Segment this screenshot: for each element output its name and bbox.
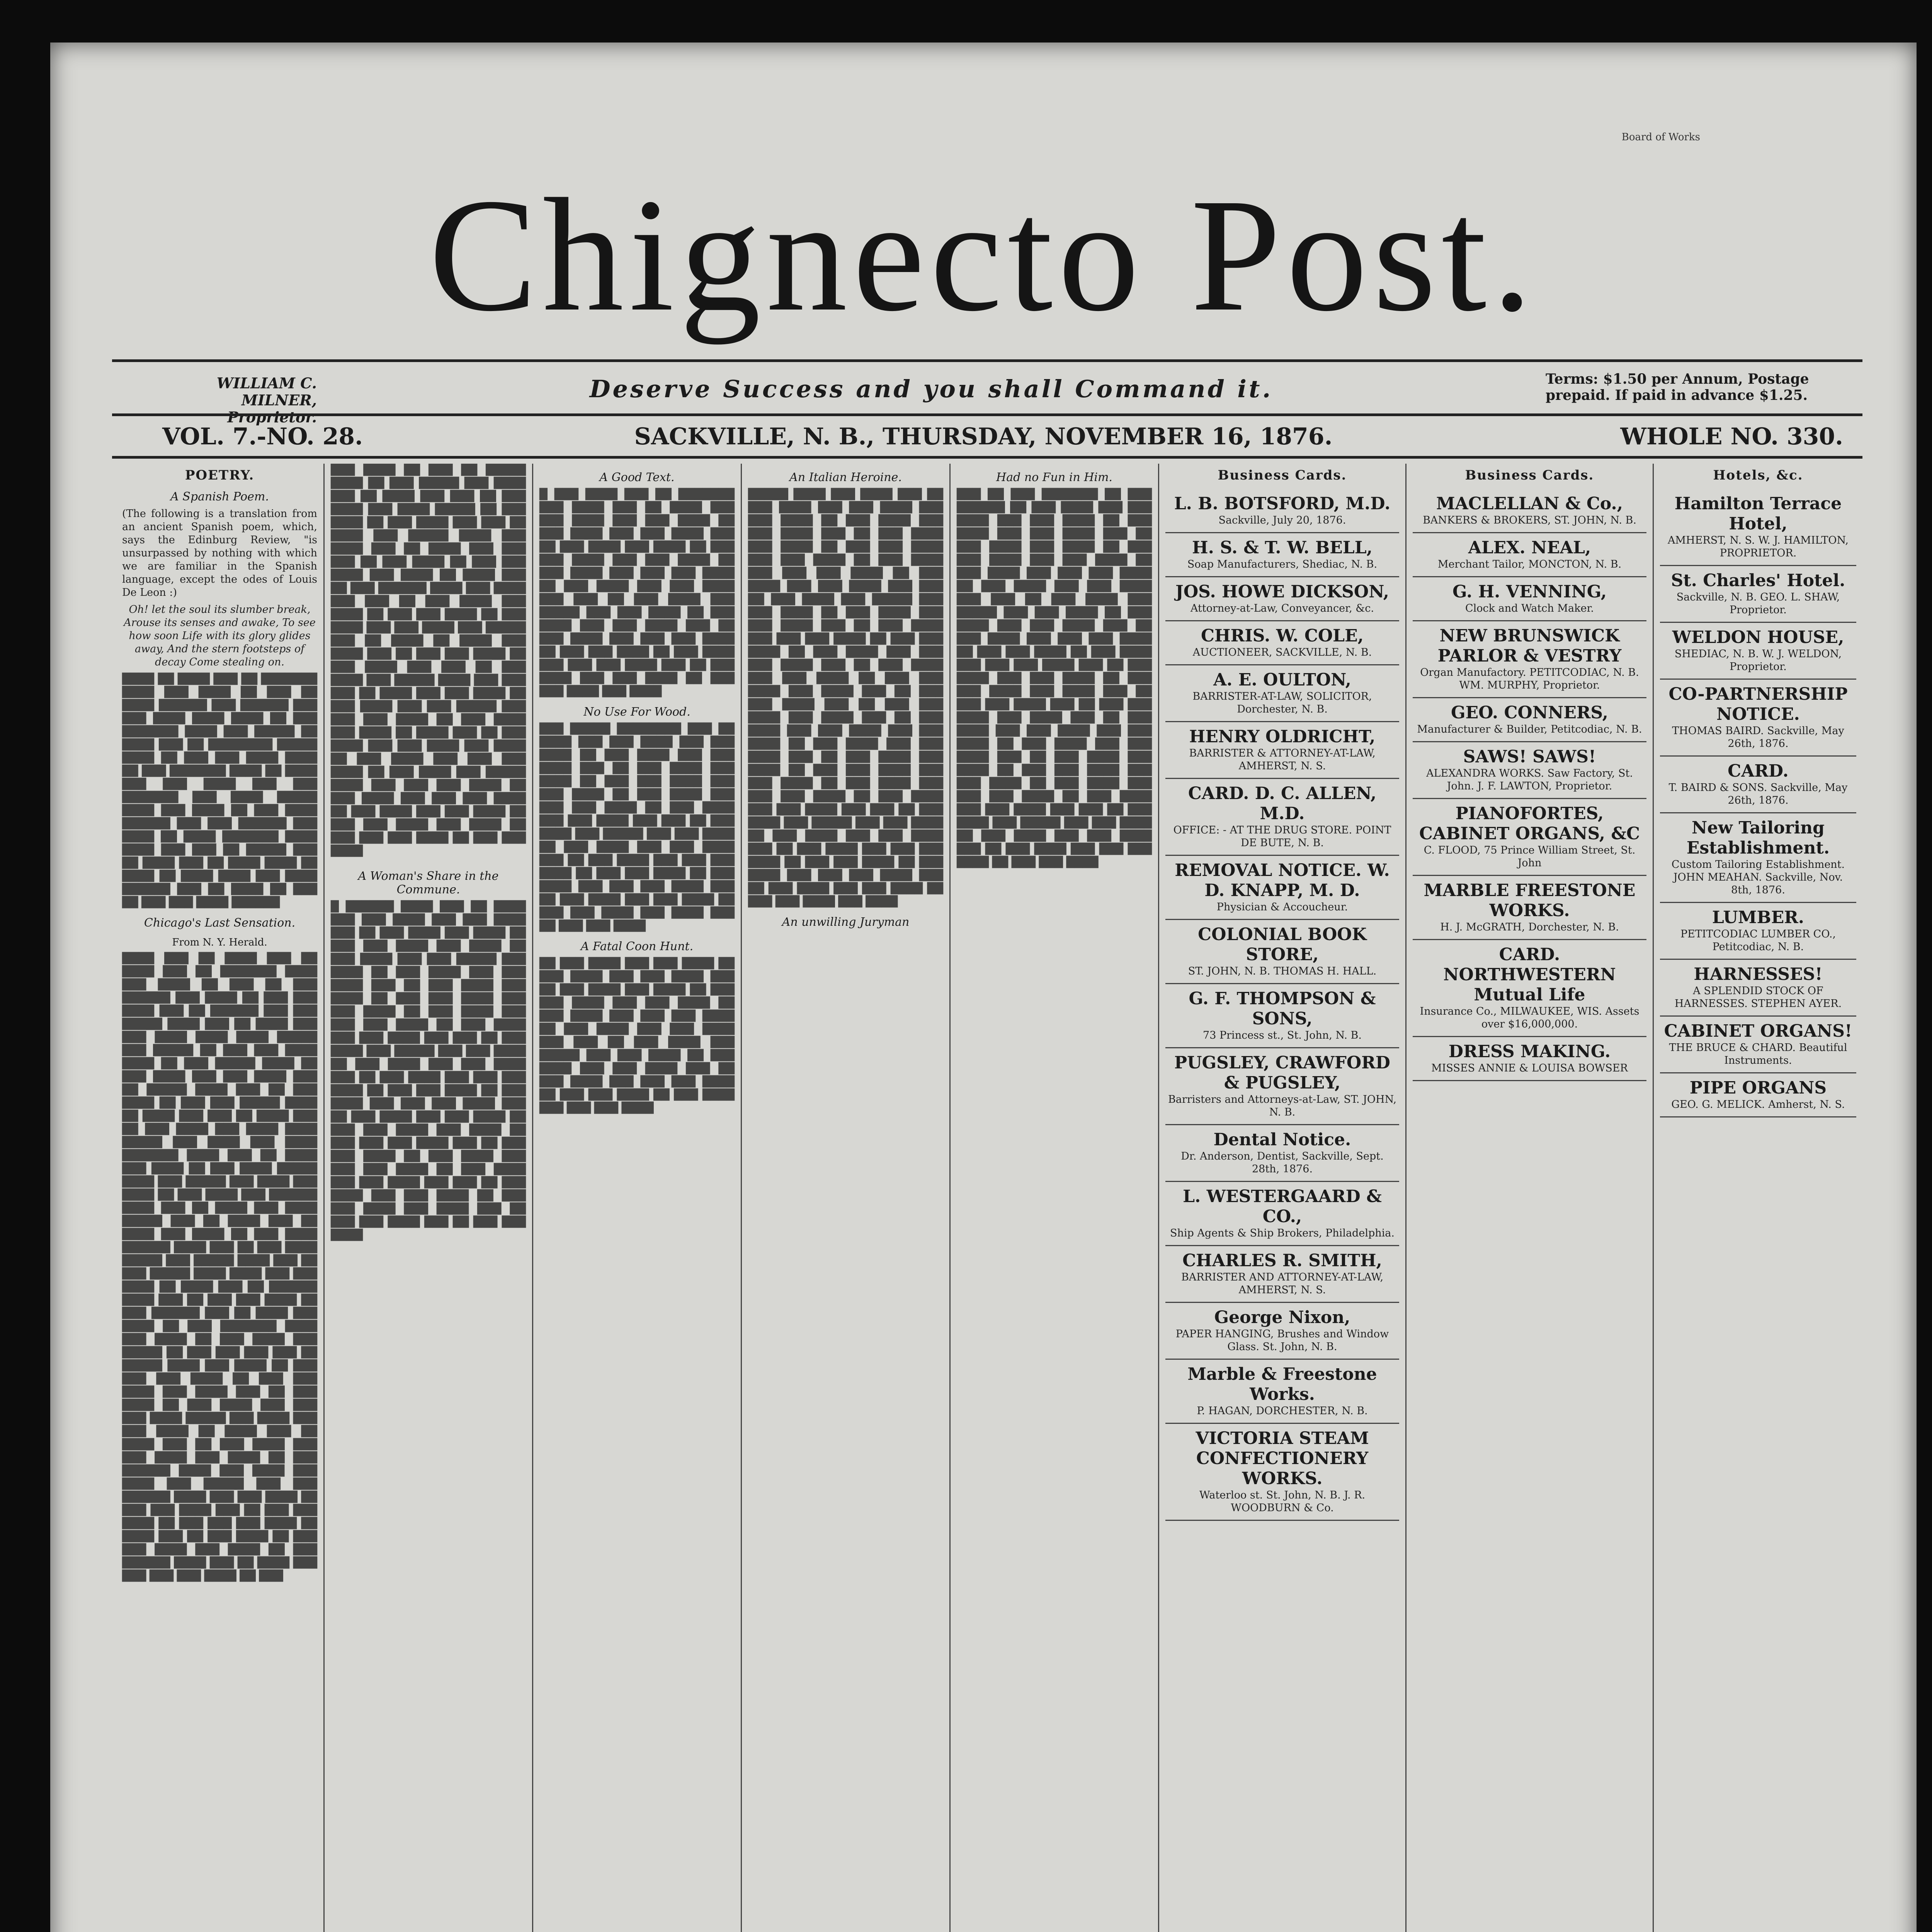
advertisement-title: DRESS MAKING.	[1448, 1042, 1611, 1061]
advertisement-text: Waterloo st. St. John, N. B. J. R. WOODBURN & Co.	[1199, 1489, 1366, 1514]
advertisement-title: ALEX. NEAL,	[1468, 538, 1591, 558]
advertisement-title: JOS. HOWE DICKSON,	[1175, 582, 1389, 602]
advertisement	[1413, 742, 1646, 799]
advertisement-title: VICTORIA STEAM CONFECTIONERY WORKS.	[1196, 1429, 1369, 1488]
advertisement-text: P. HAGAN, DORCHESTER, N. B.	[1197, 1405, 1368, 1417]
advertisement	[1165, 779, 1399, 856]
volume-number: VOL. 7.-NO. 28.	[162, 423, 363, 450]
poem-intro: (The following is a translation from an ancient Spanish poem, which, says the Edinburg Review, "is unsurpassed by nothing with which we are familiar in the Spanish language, except the odes of Louis De Leon :)	[122, 508, 317, 599]
advertisement	[1165, 1360, 1399, 1424]
advertisement	[1165, 665, 1399, 722]
advertisement-text: Dr. Anderson, Dentist, Sackville, Sept. 28th, 1876.	[1181, 1150, 1384, 1175]
advertisement-title: New Tailoring Establishment.	[1686, 818, 1830, 858]
advertisement-title: G. H. VENNING,	[1452, 582, 1607, 602]
article-title: No Use For Wood.	[583, 705, 690, 719]
advertisement-title: WELDON HOUSE,	[1672, 628, 1844, 647]
advertisement-text: 73 Princess st., St. John, N. B.	[1203, 1029, 1362, 1041]
advertisement-title: LUMBER.	[1712, 908, 1804, 927]
advertisement	[1165, 1303, 1399, 1360]
advertisement-title: CHARLES R. SMITH,	[1182, 1251, 1382, 1270]
advertisement-title: MARBLE FREESTONE WORKS.	[1423, 881, 1636, 920]
article-title: A Spanish Poem.	[170, 490, 269, 503]
advertisement	[1660, 489, 1856, 566]
dateline: SACKVILLE, N. B., THURSDAY, NOVEMBER 16, 1876.	[634, 423, 1333, 450]
advertisement	[1165, 1424, 1399, 1521]
advertisement-text: AUCTIONEER, SACKVILLE, N. B.	[1192, 646, 1372, 658]
advertisement-title: L. B. BOTSFORD, M.D.	[1174, 494, 1391, 514]
advertisement-text: OFFICE: - AT THE DRUG STORE. POINT DE BUTE, N. B.	[1173, 824, 1391, 849]
article-body-text: ██ ███ ████ ███ ███ ████ ██ ███ ████ ███ ███ ████ ███ ██ ███ ████ ███ ████ ██ ███ ███ ████ ███ ███ ████ ██ ███ ████ ███ ███ ███ ████ ██ ███ ████ ███ ███ ████ ███ ███ ██ ███ ████ ███ █████ ███ ███ ████ ██ ███ ████ ███ ███ ████ ███ ██ ███ ████ ███ ███ ███ ████ ██ ███ ███ ████ ██ ███ ████ ███ ███ ███ ████	[539, 957, 735, 1114]
board-of-works-stamp: Board of Works	[1621, 131, 1700, 143]
article-body-text: ████ ███ ██ ████ ███ ██ ████ ███ ██ ███████ ████ ███ ████ ██ ███ ██ ███ ██████ ███ ████ ██ ███ ███ ████ ███ ██ ██████ ███ ███ █████ ████ ███ ██ ████ ███ ███ ████ ████ ████ █████ ███ █████ ██ ███ ███ ████ ████ ██ ███ █████ ████ ██ ███ ████ ███ ███ ████ ███ ██ █████ ████ ███ ██ ███ ████ ██ ███ ███ █████ ████ ██ ████ ███ ███ ██ ████ ███ ██ ███ ████ ███ ████ ████ █████ ███ ████ ███ ████ ███████ ████ ███ ██ ████ ███ ████ ██ ███ ████ █████ ████ ███ █████ ███ ████ ███ ████ ██ ███ ████ ███ ██████ ████ ███ ██ ████ ███ ████ █████ ███ ██ ████ ███ ██ ████ ███ ████ ██ ███ ████ ██████ ████ ███ ██ ███ ████ █████ ███ █████ ████ ███ ██ ███ █████ ████ ████ ███ ███ ████ ██ ████ ███ ██ ██████ ████ ███ ██ ███ ███ ████ ██ ███ ██████ ███ ██ ████ ███ ████ ██ ███ ███████ ████ ███ ████ ██ ███ ████ ███ █████ ██ ███ ███ ███ ███ ██ █████ ████ ███ ████ ██ ███ ███ ███ ████ ██ ███ ███ ████ ███ ████ ███ ██ ███ ████ ██ ███ ████ ███ ███ ███ ████ █████ ███ ████ ███ ███ ████ ██ ████ ███ ██ ████ ███ ██ ███ ████ ███ ███ ████ ███ ████ ██ ███ ██████ ████ ███ ████ ███ ████ ███ █████ ███ ███ ██████ ████ ███ ███ ████ ██ ███ ███ ████ ███ ██ ███ ███ ████ ██ ███ ███ ███ ████ ██ ████ ███ ██ ███ ████ ██ ███ ███ ████ ███ ████ ██ ███ ██████ ████ ███ ██ ████ ███ ███ ███ ███ ████ ██ ███	[122, 952, 317, 1582]
advertisement	[1165, 1125, 1399, 1182]
newspaper-page	[50, 43, 1917, 1932]
advertisement-text: Attorney-at-Law, Conveyancer, &c.	[1190, 602, 1374, 614]
poem-lines: Oh! let the soul its slumber break, Arouse its senses and awake, To see how soon Life with its glory glides away, And the stern footsteps of decay Come stealing on.	[124, 604, 316, 668]
advertisement-text: BARRISTER-AT-LAW, SOLICITOR, Dorchester, N. B.	[1192, 690, 1372, 715]
advertisement	[1413, 621, 1646, 698]
advertisement-text: Ship Agents & Ship Brokers, Philadelphia.	[1170, 1227, 1395, 1239]
advertisement-text: Barristers and Attorneys-at-Law, ST. JOHN, N. B.	[1168, 1094, 1397, 1118]
advertisement	[1660, 623, 1856, 680]
article-title: An Italian Heroine.	[789, 471, 902, 484]
advertisement-title: HENRY OLDRICHT,	[1189, 727, 1376, 747]
advertisement-text: H. J. McGRATH, Dorchester, N. B.	[1440, 921, 1619, 933]
advertisement-text: THE BRUCE & CHARD. Beautiful Instruments.	[1669, 1042, 1847, 1066]
advertisement-text: Merchant Tailor, MONCTON, N. B.	[1437, 558, 1622, 570]
section-heading: Hotels, &c.	[1713, 468, 1803, 483]
advertisement-text: Insurance Co., MILWAUKEE, WIS. Assets over $16,000,000.	[1420, 1005, 1639, 1030]
header-rule-bottom	[112, 456, 1862, 459]
advertisement-title: HARNESSES!	[1694, 964, 1823, 984]
advertisement-text: GEO. G. MELICK. Amherst, N. S.	[1671, 1099, 1845, 1111]
article-body-text: ███ ██ ███ ███████ ██ ███ ██████ ██ ███ ████ ███ ███ ████ ███ ███ ████ ██ ███ ████ ███ ███ ████ ███ ██ ███ ████ ███ ████ ██ ███ ███ ████ ███ ███ ████ ██ ███ ████ ███ ███ ███ ████ ██ ███ ████ ███ ███ ████ ███ ███ ██ ███ ████ ███ █████ ███ ███ ████ ██ ███ ████ ███ ███ ████ ███ ██ ███ ████ ███ ███ ███ ████ ██ ███ ███ ████ ██ ███ ████ ███ ███ ███ ████ ███ ██ ███ ████ ███ ███ ████ ██ ███ ███ ████ ███ ████ ███ ██ ███ ███ ████ ███ ██ ███ ███ ████ ███ ████ ███ ██ ███ ████ ███ ███ ████ ███ ███ ████ ██ ███ ████ ███ ███ ████ ███ ██ ███ ████ ███ ████ ██ ███ ███ ████ ███ ███ ████ ██ ███ ████ ███ ███ ███ ████ ██ ███ ████ ███ ███ ████ ███ ███ ██ ███ ████ ███ █████ ███ ███ ████ ██ ███ ████ ███ ███ ████ ███ ██ ███ ████ ███ ███ ███ ████ ██ ███ ███ ████	[957, 488, 1152, 868]
advertisement-text: Custom Tailoring Establishment. JOHN MEAHAN. Sackville, Nov. 8th, 1876.	[1671, 859, 1845, 896]
article-body-text: █ ███ ████ ███ ██ ███████ ███ ████ ███ ██ ████ ███ ███ ████ ███ ███ ████ ██ ███ ████ ███ ███ ████ ███ ██ ███ ████ ███ ████ ██ ███ ███ ████ ███ ███ ████ ██ ███ ████ ███ ███ ███ ████ ██ ███ ████ ███ ███ ████ ███ ███ ██ ███ ████ ███ █████ ███ ███ ████ ██ ███ ████ ███ ███ ████ ███ ██ ███ ████ ███ ███ ███ ████ ██ ███ ███ ████ ██ ███ ████ ███ ███ ███ ████ ███ ██ ███ ████ ███ ███ ████ ██ ███ ███ ████ ███ ████	[539, 488, 735, 697]
article-body-text: █████ ████ ███ ████ ███ ██ ███ ████ ███ ███ ████ ███ ███ ████ ██ ███ ████ ███ ███ ████ ███ ██ ███ ████ ███ ████ ██ ███ ███ ████ ███ ███ ████ ██ ███ ████ ███ ███ ███ ████ ██ ███ ████ ███ ███ ████ ███ ███ ██ ███ ████ ███ █████ ███ ███ ████ ██ ███ ████ ███ ███ ████ ███ ██ ███ ████ ███ ███ ███ ████ ██ ███ ███ ████ ██ ███ ████ ███ ███ ███ ████ ███ ██ ███ ████ ███ ███ ████ ██ ███ ███ ████ ███ ████ ███ ██ ███ ███ ████ ███ ██ ███ ███ ████ ███ ████ ███ ██ ███ ████ ███ ███ ████ ███ ███ ████ ██ ███ ████ ███ ███ ████ ███ ██ ███ ████ ███ ████ ██ ███ ███ ████ ███ ███ ████ ██ ███ ████ ███ ███ ███ ████ ██ ███ ████ ███ ███ ████ ███ ███ ██ ███ ████ ███ █████ ███ ███ ████ ██ ███ ████ ███ ███ ████ ███ ██ ███ ████ ███ ███ ███ ████ ██ ███ ███ ████ ██ ███ ████ ███ ███ ███ ████ ███ ██ ███ ████ ███ ███ ████ ██ ███ ███ ████ ███ ████	[748, 488, 943, 908]
advertisement-title: St. Charles' Hotel.	[1671, 571, 1845, 590]
advertisement-title: H. S. & T. W. BELL,	[1192, 538, 1372, 558]
advertisement	[1413, 533, 1646, 577]
advertisement-text: Soap Manufacturers, Shediac, N. B.	[1187, 558, 1378, 570]
advertisement-list	[1660, 489, 1856, 1117]
advertisement-text: AMHERST, N. S. W. J. HAMILTON, PROPRIETOR.	[1668, 534, 1849, 559]
advertisement-title: Dental Notice.	[1213, 1130, 1351, 1150]
advertisement	[1165, 722, 1399, 779]
section-heading: Business Cards.	[1465, 468, 1594, 483]
advertisement	[1660, 813, 1856, 903]
advertisement-title: MACLELLAN & Co.,	[1436, 494, 1623, 514]
column-3	[533, 464, 742, 1932]
advertisement-title: PIANOFORTES, CABINET ORGANS, &C	[1419, 804, 1640, 844]
advertisement-text: PAPER HANGING, Brushes and Window Glass. St. John, N. B.	[1175, 1328, 1389, 1353]
advertisement	[1413, 577, 1646, 621]
article-title: A Woman's Share in the Commune.	[358, 869, 499, 896]
advertisement	[1165, 621, 1399, 665]
article-title: A Fatal Coon Hunt.	[580, 940, 694, 953]
advertisement	[1165, 533, 1399, 577]
advertisement	[1660, 903, 1856, 960]
section-heading: Business Cards.	[1218, 468, 1347, 483]
section-heading: POETRY.	[185, 468, 255, 483]
column-business-cards-2	[1406, 464, 1654, 1932]
advertisement-title: COLONIAL BOOK STORE,	[1198, 925, 1367, 964]
column-5	[951, 464, 1159, 1932]
column-2	[325, 464, 533, 1932]
motto: Deserve Success and you shall Command it.	[589, 375, 1273, 403]
advertisement-text: BANKERS & BROKERS, ST. JOHN, N. B.	[1423, 514, 1636, 526]
advertisement-text: MISSES ANNIE & LOUISA BOWSER	[1431, 1062, 1628, 1074]
advertisement-title: NEW BRUNSWICK PARLOR & VESTRY	[1437, 626, 1622, 666]
advertisement-text: Sackville, N. B. GEO. L. SHAW, Proprietor.	[1676, 591, 1840, 616]
advertisement-title: SAWS! SAWS!	[1463, 747, 1596, 767]
advertisement-title: CO-PARTNERSHIP NOTICE.	[1668, 684, 1848, 724]
advertisement-title: CARD.	[1728, 761, 1789, 781]
advertisement-text: PETITCODIAC LUMBER CO., Petitcodiac, N. B.	[1680, 928, 1836, 953]
advertisement-text: Manufacturer & Builder, Petitcodiac, N. B.	[1417, 723, 1642, 735]
advertisement	[1165, 1048, 1399, 1125]
advertisement	[1165, 856, 1399, 920]
advertisement-text: Organ Manufactory. PETITCODIAC, N. B. WM. MURPHY, Proprietor.	[1420, 667, 1639, 691]
advertisement	[1413, 698, 1646, 742]
advertisement	[1165, 577, 1399, 621]
advertisement	[1413, 876, 1646, 940]
advertisement-text: ST. JOHN, N. B. THOMAS H. HALL.	[1188, 965, 1377, 977]
advertisement	[1660, 1073, 1856, 1117]
advertisement-title: REMOVAL NOTICE. W. D. KNAPP, M. D.	[1175, 861, 1390, 900]
advertisement	[1660, 1017, 1856, 1073]
advertisement	[1165, 1246, 1399, 1303]
article-source: From N. Y. Herald.	[172, 937, 267, 948]
article-body-text: ███ ████ ██ ███ ██ █████ ████ ██ ███ █████ ███ ████ ███ ██ ████ ███ ███ ██ ███ ████ ███ ████ █████ ██ ███ ████ ██ ███ ████ ███ ███ ██ ████ ███ █████ ████ ███ ████ ███ ██ ████ ███ ███ ███ ██ ███ ████ ██ ███ ███ ████ ███ ████ ██ ████ ███ ██ ███ ██████ ████ ███ ████ ███ ███ ██ ███ ████ ███ ████ ██ ███ ███ ████ ██ ███ ████ ███ ███ ████ ███ █████ ███ ██ ████ ██ ████ ███ ████ ███ ██ ███ ███ ████ ██ ███ ████ ███ ███ ██ ███ ████ ███ █████ ████ ███ ███ ███ ██ ████ ███ ███ ████ ██ ███ ████ ███ ███ █████ ███ ███ ███ ████ ██ ███ ████ ███ ████ ██ ████ ███ ██ ███ ████ ███ ███ ████ ███ ████ ██ ███ ████ ███ ███ ███ ████ ██ ███ ████ ███ █████ ████ ███ ███ ███ ████ ██ ███ ████ ███ ███ ███ ████ ██ ███ ████ ███ ███ ████ ██ ███ ███ ████ ███ ████ ██ ███ ███ ███ ████ ██ ███ ███ ████	[331, 464, 526, 857]
column-hotels	[1654, 464, 1862, 1932]
advertisement	[1660, 566, 1856, 623]
advertisement-title: CHRIS. W. COLE,	[1201, 626, 1364, 646]
advertisement-text: T. BAIRD & SONS. Sackville, May 26th, 1876.	[1668, 782, 1848, 806]
advertisement-title: PUGSLEY, CRAWFORD & PUGSLEY,	[1174, 1053, 1390, 1093]
advertisement	[1413, 799, 1646, 876]
advertisement-title: George Nixon,	[1214, 1308, 1350, 1327]
advertisement-text: Physician & Accoucheur.	[1216, 901, 1348, 913]
article-title: A Good Text.	[599, 471, 675, 484]
advertisement	[1413, 940, 1646, 1037]
advertisement-title: Hamilton Terrace Hotel,	[1674, 494, 1842, 534]
article-body-text: █ ██████ ████ ███ ██ ████ ███ ███ ████ ███ ███ ████ ███ ██ ███ ████ ███ ████ ██ ███ ███ ████ ███ ████ ██ ███ ████ ███ ███ █████ ███ ████ ██ ███ ████ ███ ███ ████ ███ ██ ███ ████ ███ ████ ██ ███ ███ ████ ███ ███ ████ ██ ███ ████ ███ ███ ███ ████ ██ ███ ████ ███ ███ ████ ███ ███ ██ ███ ████ ███ █████ ███ ███ ████ ██ ███ ████ ███ ███ ████ ███ ██ ███ ████ ███ ███ ███ ████ ██ ███ ███ ████ ██ ███ ████ ███ ███ ███ ████ ███ ██ ███ ████ ███ ███ ████ ██ ███ ███ ████ ███ ████ ██ ███ ███ ███ ████ ███ ██ ███ ███ ████ ██ ███ ████ ███ ███ ███ ████ ██ ███ ████ ███ ███ ████ ███ ███ ██ ███ ████ ███ ███ ████ ██ ███ ███ ████ ███ ████ ███ ██ ███ ███ ████ ███ ██ ███ ███ ████	[331, 901, 526, 1241]
column-poetry	[116, 464, 325, 1932]
column-business-cards	[1159, 464, 1406, 1932]
advertisement-text: BARRISTER & ATTORNEY-AT-LAW, AMHERST, N. S.	[1189, 747, 1376, 772]
article-title: Chicago's Last Sensation.	[144, 916, 296, 930]
header-rule-top	[112, 359, 1862, 362]
advertisement-title: GEO. CONNERS,	[1451, 703, 1608, 723]
advertisement	[1660, 960, 1856, 1017]
column-4	[742, 464, 951, 1932]
advertisement-text: BARRISTER AND ATTORNEY-AT-LAW, AMHERST, N. S.	[1181, 1271, 1384, 1296]
advertisement	[1165, 984, 1399, 1048]
advertisement	[1413, 489, 1646, 533]
advertisement-title: CABINET ORGANS!	[1664, 1021, 1852, 1041]
advertisement-text: Sackville, July 20, 1876.	[1218, 514, 1346, 526]
advertisement-title: A. E. OULTON,	[1213, 670, 1351, 690]
article-body-text: ████ ██ ████ ███ ██ ███████ ████ ███ ████ ██ ███ ██ ████ ██████ ███ ██████ ███ ███ ████ ████ ████ ██ ███ ███████ ████ ███ █████ ██ ████ ███ ██ ████████ █████ ████ ██ ███ ███ ████ ████ ██ ███ ███████ ████ ██ ████ ███ ███ ████ ███ ███ ███████ ███ ████ █████ ████ ███ ████ ██ ███ ████ ██████ ███ ███ ██████ ███ ████ ██ ████ ███████ ████ ████ ███ ███ ██ █████ ███ ██ ████ ███ ██ ████ ████ ██ ████ ██ ████ ████ ███ ████ ██████ ███ ██ ████ ██ ███ ██ ███ ███ ████ ██████	[122, 673, 317, 908]
advertisement-list	[1165, 489, 1399, 1521]
subscription-terms: Terms: $1.50 per Annum, Postage prepaid. If paid in advance $1.25.	[1546, 371, 1809, 403]
publisher-name: WILLIAM C. MILNER, Proprietor.	[216, 374, 317, 426]
advertisement-text: Clock and Watch Maker.	[1465, 602, 1594, 614]
masthead-title: Chignecto Post.	[429, 165, 1538, 345]
advertisement	[1165, 920, 1399, 984]
whole-number: WHOLE NO. 330.	[1620, 423, 1843, 450]
advertisement-title: G. F. THOMPSON & SONS,	[1189, 989, 1376, 1029]
advertisement-title: CARD. NORTHWESTERN Mutual Life	[1443, 945, 1616, 1005]
advertisement-text: A SPLENDID STOCK OF HARNESSES. STEPHEN AYER.	[1674, 985, 1842, 1010]
article-title: Had no Fun in Him.	[996, 471, 1112, 484]
advertisement-list	[1413, 489, 1646, 1081]
advertisement-title: CARD. D. C. ALLEN, M.D.	[1188, 784, 1377, 823]
advertisement-title: PIPE ORGANS	[1689, 1078, 1827, 1098]
advertisement	[1165, 1182, 1399, 1246]
article-subhead: An unwilling Juryman	[782, 915, 910, 929]
article-body-text: ███ █████ ████████ ███ ██ ████ ███ ███ ████ ███ ███ ████ ██ ███ ████ ███ ███ ████ ███ ██ ███ ████ ███ ████ ██ ███ ███ ████ ███ ███ ████ ██ ███ ████ ███ ███ ███ ████ ██ ███ ████ ███ ███ ████ ███ ███ ██ ███ ████ ███ █████ ███ ███ ████ ██ ███ ████ ███ ███ ████ ███ ██ ███ ████ ███ ███ ███ ████ ██ ███ ███ ████ ██ ███ ████ ███ ███ ███ ████ ███ ██ ███ ████ ███ ███ ████ ██ ███ ███ ████ ███ ████ ███ ██ ███ ███ ████	[539, 723, 735, 932]
advertisement-text: C. FLOOD, 75 Prince William Street, St. John	[1423, 844, 1636, 869]
advertisement-text: THOMAS BAIRD. Sackville, May 26th, 1876.	[1672, 725, 1844, 750]
advertisement	[1660, 680, 1856, 757]
advertisement-title: L. WESTERGAARD & CO.,	[1183, 1187, 1382, 1226]
header-rule-mid	[112, 413, 1862, 416]
advertisement	[1165, 489, 1399, 533]
advertisement	[1660, 757, 1856, 813]
advertisement-text: ALEXANDRA WORKS. Saw Factory, St. John. J. F. LAWTON, Proprietor.	[1426, 767, 1633, 792]
advertisement-text: SHEDIAC, N. B. W. J. WELDON, Proprietor.	[1674, 648, 1842, 673]
advertisement-title: Marble & Freestone Works.	[1187, 1364, 1377, 1404]
advertisement	[1413, 1037, 1646, 1081]
